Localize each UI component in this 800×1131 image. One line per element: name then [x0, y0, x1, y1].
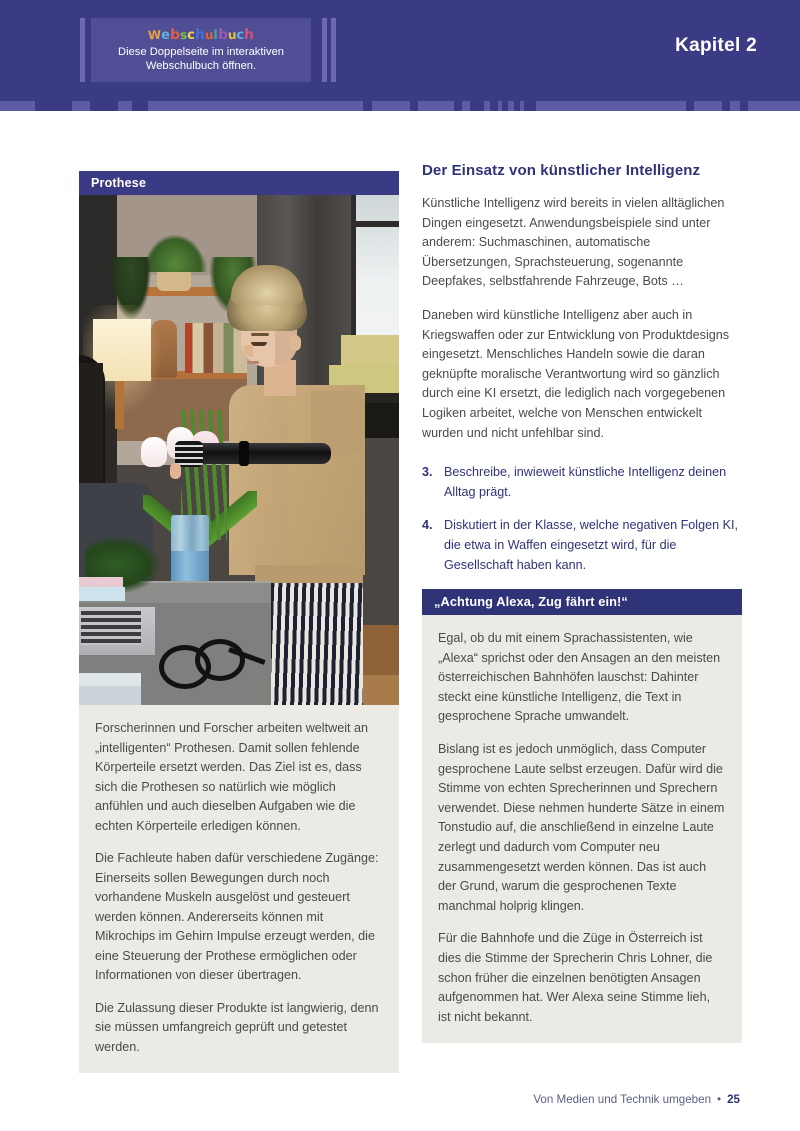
task-number: 4. [422, 518, 433, 533]
left-paragraph: Die Zulassung dieser Produkte ist langwierig, denn sie müssen umfangreich geprüft und getestet werden. [95, 1000, 379, 1054]
info-box-paragraph: Für die Bahnhofe und die Züge in Österreich ist dies die Stimme der Sprecherin Chris Lohner, die schon früher die einzelnen benötigten Ansagen aufgenommen hat. Wer Alexa seine Stimme lieh, ist nicht bekannt. [438, 931, 713, 1024]
info-box [422, 589, 742, 1043]
left-paragraph: Forscherinnen und Forscher arbeiten weltweit an „intelligenten“ Prothesen. Damit sollen fehlende Körperteile ersetzt werden. Das Ziel ist es, dass sich die Prothesen so natürlich wie möglich anfühlen und auch dieselben Aufgaben wie die echten Körperteile erledigen können. [95, 721, 369, 833]
left-text-block [79, 705, 399, 1073]
webschulbuch-logo: Webschulbuch [147, 26, 255, 43]
task-text: Diskutiert in der Klasse, welche negativen Folgen KI, die etwa in Waffen eingesetzt wird, für die Gesellschaft haben kann. [444, 518, 739, 572]
photo-caption-bar [79, 171, 399, 195]
webschulbuch-panel-line1: Diese Doppelseite im interaktiven [117, 45, 285, 58]
left-column [79, 171, 399, 1073]
task-item [422, 463, 742, 502]
webschulbuch-link-panel[interactable] [91, 18, 311, 82]
task-list [422, 463, 742, 575]
photo-caption-label: Prothese [91, 176, 147, 190]
task-text: Beschreibe, inwieweit künstliche Intelligenz deinen Alltag prägt. [444, 465, 727, 499]
right-column [422, 161, 742, 1043]
header-accent-bar-right-1 [322, 18, 327, 82]
task-number: 3. [422, 465, 433, 480]
info-box-title: „Achtung Alexa, Zug fährt ein!“ [422, 589, 742, 615]
chapter-label: Kapitel 2 [675, 35, 757, 56]
page-footer [533, 1093, 740, 1106]
info-box-paragraph: Bislang ist es jedoch unmöglich, dass Computer gesprochene Laute selbst erzeugen. Dafür wird die Stimme von echten Sprecherinnen und Sprechern verwendet. Diese nehmen hunderte Sätze in einem Tonstudio auf, die anschließend in einzelne Laute zerlegt und dadurch vom Computer neu zusammengesetzt werden können. Das ist auch der Grund, warum die gesprochenen Texte manchmal holprig klingen. [438, 742, 725, 913]
page-number: 25 [727, 1093, 740, 1106]
page-body [0, 111, 800, 1131]
decorative-barcode-strip [0, 101, 800, 111]
header-accent-bar-left [80, 18, 85, 82]
footer-section-title: Von Medien und Technik umgeben [533, 1093, 712, 1106]
section-heading: Der Einsatz von künstlicher Intelligenz [422, 162, 701, 179]
header-accent-bar-right-2 [331, 18, 336, 82]
page-header [0, 0, 800, 101]
task-item [422, 516, 742, 575]
body-paragraph: Daneben wird künstliche Intelligenz aber auch in Kriegswaffen oder zur Entwicklung von Produktdesigns eingesetzt. Menschliches Handeln sowie die daran geknüpfte moralische Verantwortung wird so gänzlich durch eine KI ersetzt, die lediglich nach vorgegebenen Logiken arbeitet, welche von Menschen entwickelt wurden und nicht unfehlbar sind. [422, 307, 730, 440]
info-box-body [422, 615, 742, 1043]
left-paragraph: Die Fachleute haben dafür verschiedene Zugänge: Einerseits sollen Bewegungen durch noch vorhandene Muskeln ausgelöst und gesteuert werden können. Andererseits können mit Mikrochips im Gehirn Impulse erzeugt werden, die eine Steuerung der Prothese ermöglichen oder Informationen von dieser übertragen. [95, 851, 379, 982]
info-box-paragraph: Egal, ob du mit einem Sprachassistenten, wie „Alexa“ sprichst oder den Ansagen an den meisten österreichischen Bahnhöfen lauschst: Dahinter steckt eine künstliche Intelligenz, die Text in gesprochene Sprache umwandelt. [438, 631, 721, 724]
prosthesis-photo [79, 195, 399, 705]
footer-separator: • [717, 1093, 722, 1106]
body-paragraph: Künstliche Intelligenz wird bereits in vielen alltäglichen Dingen eingesetzt. Anwendungsbeispiele sind unter anderem: Suchmaschinen, automatische Übersetzungen, Sprachsteuerung, sogenannte Deepfakes, selbstfahrende Fahrzeuge, Bots … [422, 196, 725, 289]
webschulbuch-panel-line2: Webschulbuch öffnen. [145, 59, 257, 72]
